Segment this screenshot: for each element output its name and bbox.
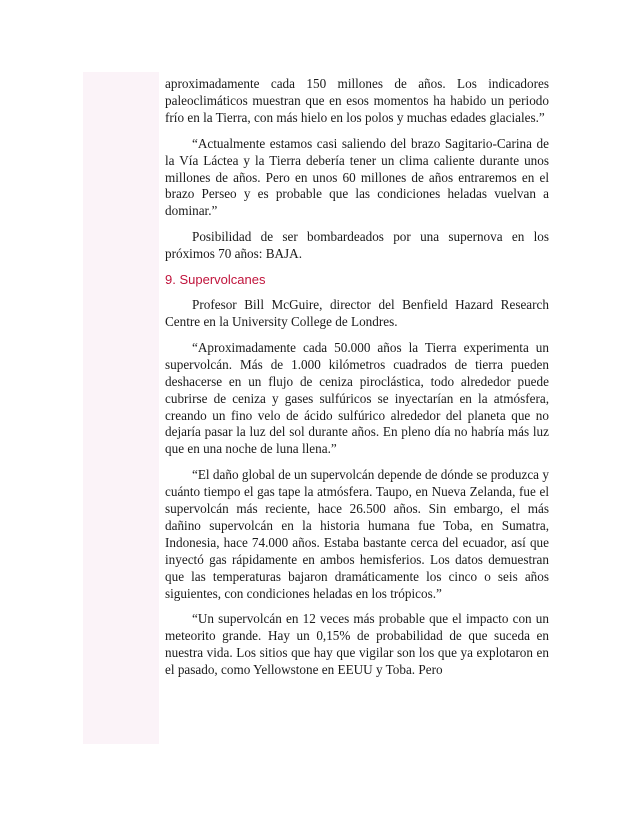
- paragraph-continuation: aproximadamente cada 150 millones de años. Los indicadores paleoclimáticos muestran que en esos momentos ha habido un periodo frío en la Tierra, con más hielo en los polos y muchas edades glaciales.”: [165, 76, 549, 125]
- margin-band: [83, 72, 159, 744]
- section-heading: 9. Supervolcanes: [165, 272, 266, 288]
- paragraph-quote-probability: “Un supervolcán en 12 veces más probable que el impacto con un meteorito grande. Hay un 0,15% de probabilidad de que suceda en nuestra vida. Los sitios que hay que vigilar son los que ya explotaron en el pasado, como Yellowstone en EEUU y Toba. Pero: [165, 611, 549, 678]
- paragraph-quote-galaxy: “Actualmente estamos casi saliendo del brazo Sagitario-Carina de la Vía Láctea y la Tierra debería tener un clima caliente durante unos millones de años. Pero en unos 60 millones de años entraremos en el brazo Perseo y es probable que las condiciones heladas vuelvan a dominar.”: [165, 135, 549, 219]
- paragraph-supernova-probability: Posibilidad de ser bombardeados por una supernova en los próximos 70 años: BAJA.: [165, 229, 549, 262]
- page-content: [165, 76, 549, 688]
- paragraph-quote-frequency: “Aproximadamente cada 50.000 años la Tierra experimenta un supervolcán. Más de 1.000 kilómetros cuadrados de tierra pueden deshacerse en un flujo de ceniza piroclástica, todo alrededor puede cubrirse de ceniza y gases sulfúricos se inyectarían en la atmósfera, creando un fino velo de ácido sulfúrico alrededor del planeta que no dejaría pasar la luz del sol durante años. En pleno día no habría más luz que en una noche de luna llena.”: [165, 339, 549, 457]
- paragraph-author: Profesor Bill McGuire, director del Benfield Hazard Research Centre en la University College de Londres.: [165, 297, 549, 329]
- paragraph-quote-damage: “El daño global de un supervolcán depende de dónde se produzca y cuánto tiempo el gas tape la atmósfera. Taupo, en Nueva Zelanda, fue el supervolcán más reciente, hace 26.500 años. Sin embargo, el más dañino supervolcán en la historia humana fue Toba, en Sumatra, Indonesia, hace 74.000 años. Estaba bastante cerca del ecuador, así que inyectó gas rápidamente en ambos hemisferios. Los datos demuestran que las temperaturas bajaron dramáticamente los cinco o seis años siguientes, con condiciones heladas en los trópicos.”: [165, 467, 549, 601]
